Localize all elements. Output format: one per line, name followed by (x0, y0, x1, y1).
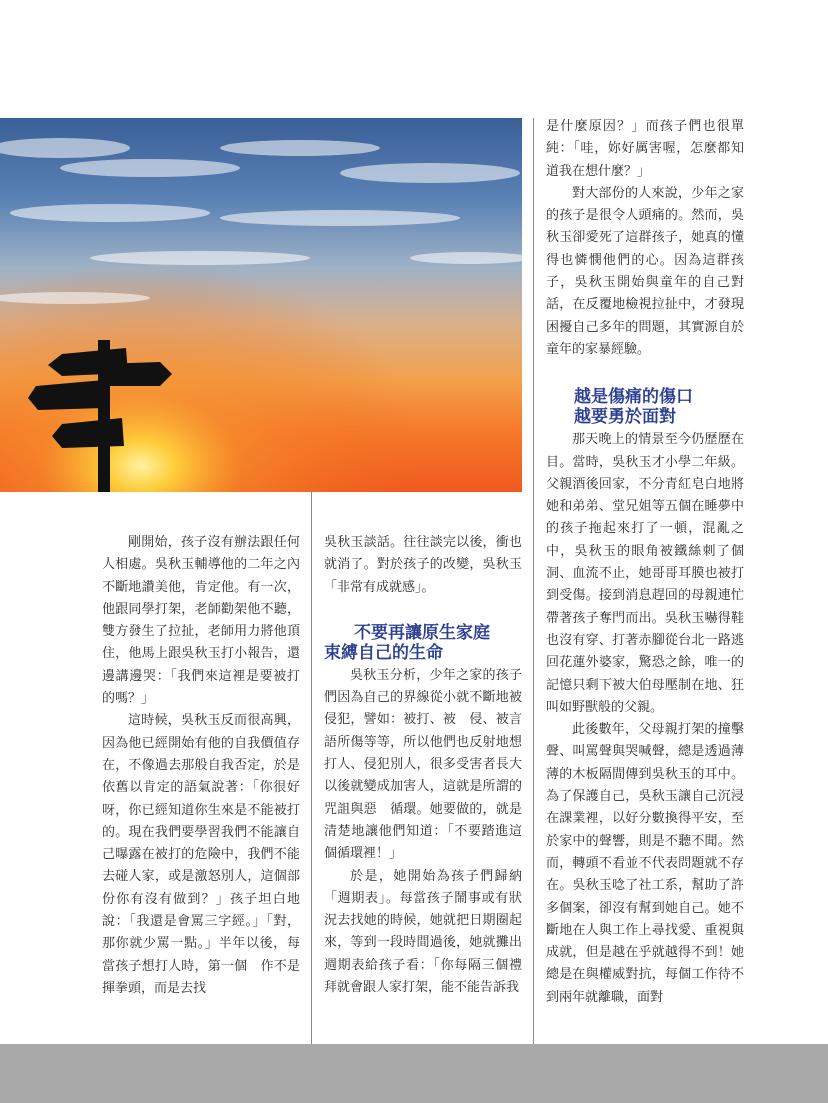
section-heading-line: 束縛自己的生命 (324, 642, 443, 663)
signpost-illustration (0, 118, 522, 492)
paragraph: 對大部份的人來說，少年之家的孩子是很令人頭痛的。然而，吳秋玉卻愛死了這群孩子，她真的懂得也憐憫他們的心。因為這群孩子，吳秋玉開始與童年的自己對話，在反覆地檢視拉扯中，才發現困擾自己多年的問題，其實源自於童年的家暴經驗。 (546, 185, 744, 357)
paragraph: 是什麼原因？」而孩子們也很單純：「哇，妳好厲害喔，怎麼都知道我在想什麼？」 (546, 119, 744, 179)
text-column-1 (102, 532, 300, 1000)
paragraph: 於是，她開始為孩子們歸納「週期表」。每當孩子鬧事或有狀況去找她的時候，她就把日期圈起來，等到一段時間過後，她就攤出週期表給孩子看：「你每隔三個禮拜就會跟人家打架，能不能告訴我 (324, 868, 522, 996)
text-column-3 (546, 116, 744, 1009)
section-heading (324, 623, 522, 663)
text-column-2 (324, 532, 522, 999)
page-footer-band (0, 1044, 828, 1103)
paragraph: 那天晚上的情景至今仍歷歷在目。當時，吳秋玉才小學二年級。父親酒後回家，不分青紅皂白地將她和弟弟、堂兄姐等五個在睡夢中的孩子拖起來打了一頓，混亂之中，吳秋玉的眼角被鐵絲刺了個洞、血流不止，她哥哥耳膜也被打到受傷。接到消息趕回的母親連忙帶著孩子奪門而出。吳秋玉嚇得鞋也沒有穿、打著赤腳從台北一路逃回花蓮外婆家，驚恐之餘，唯一的記憶只剩下被大伯母壓制在地、狂叫如野獸般的父親。 (546, 432, 744, 715)
column-divider-1 (311, 492, 312, 1044)
column-divider-2 (533, 118, 534, 1044)
paragraph: 吳秋玉談話。往往談完以後，衝也就消了。對於孩子的改變，吳秋玉「非常有成就感」。 (324, 535, 522, 595)
section-heading-line: 不要再讓原生家庭 (354, 622, 490, 643)
paragraph: 剛開始，孩子沒有辦法跟任何人相處。吳秋玉輔導他的二年之內不斷地讚美他，肯定他。有一次，他跟同學打架，老師勸架他不聽，雙方發生了拉扯，老師用力將他頂住，他馬上跟吳秋玉打小報告，還邊講邊哭：「我們來這裡是要被打的嗎？」 (102, 535, 300, 707)
signpost-sunset-photo (0, 118, 522, 492)
section-heading-line: 越要勇於面對 (574, 407, 676, 428)
paragraph: 吳秋玉分析，少年之家的孩子們因為自己的界線從小就不斷地被侵犯，譬如：被打、被 侵、被言語所傷等等，所以他們也反射地想打人、侵犯別人，很多受害者長大以後就變成加害人，這就是所謂的咒詛與惡 循環。她要做的，就是清楚地讓他們知道：「不要踏進這個循環裡！」 (324, 667, 522, 862)
paragraph: 這時候，吳秋玉反而很高興，因為他已經開始有他的自我價值存在，不像過去那般自我否定，於是依舊以肯定的語氣說著：「你很好呀，你已經知道你生來是不能被打的。現在我們要學習我們不能讓自己曝露在被打的危險中，我們不能去碰人家，或是激怒別人，這個部份你有沒有做到？」孩子坦白地說：「我還是會罵三字經。」「對，那你就少罵一點。」半年以後，每當孩子想打人時，第一個 作不是揮拳頭，而是去找 (102, 713, 300, 996)
section-heading (546, 387, 744, 427)
paragraph: 此後數年，父母親打架的撞擊聲、叫罵聲與哭喊聲，總是透過薄薄的木板隔間傳到吳秋玉的耳中。為了保護自己，吳秋玉讓自己沉浸在課業裡，以好分數換得平安，至於家中的聲響，則是不聽不聞。然而，轉頭不看並不代表問題就不存在。吳秋玉唸了社工系，幫助了許多個案，卻沒有幫到她自己。她不斷地在人與工作上尋找愛、重視與成就，但是越在乎就越得不到！她總是在與權威對抗，每個工作待不到兩年就離職，面對 (546, 722, 744, 1005)
section-heading-line: 越是傷痛的傷口 (574, 387, 693, 408)
